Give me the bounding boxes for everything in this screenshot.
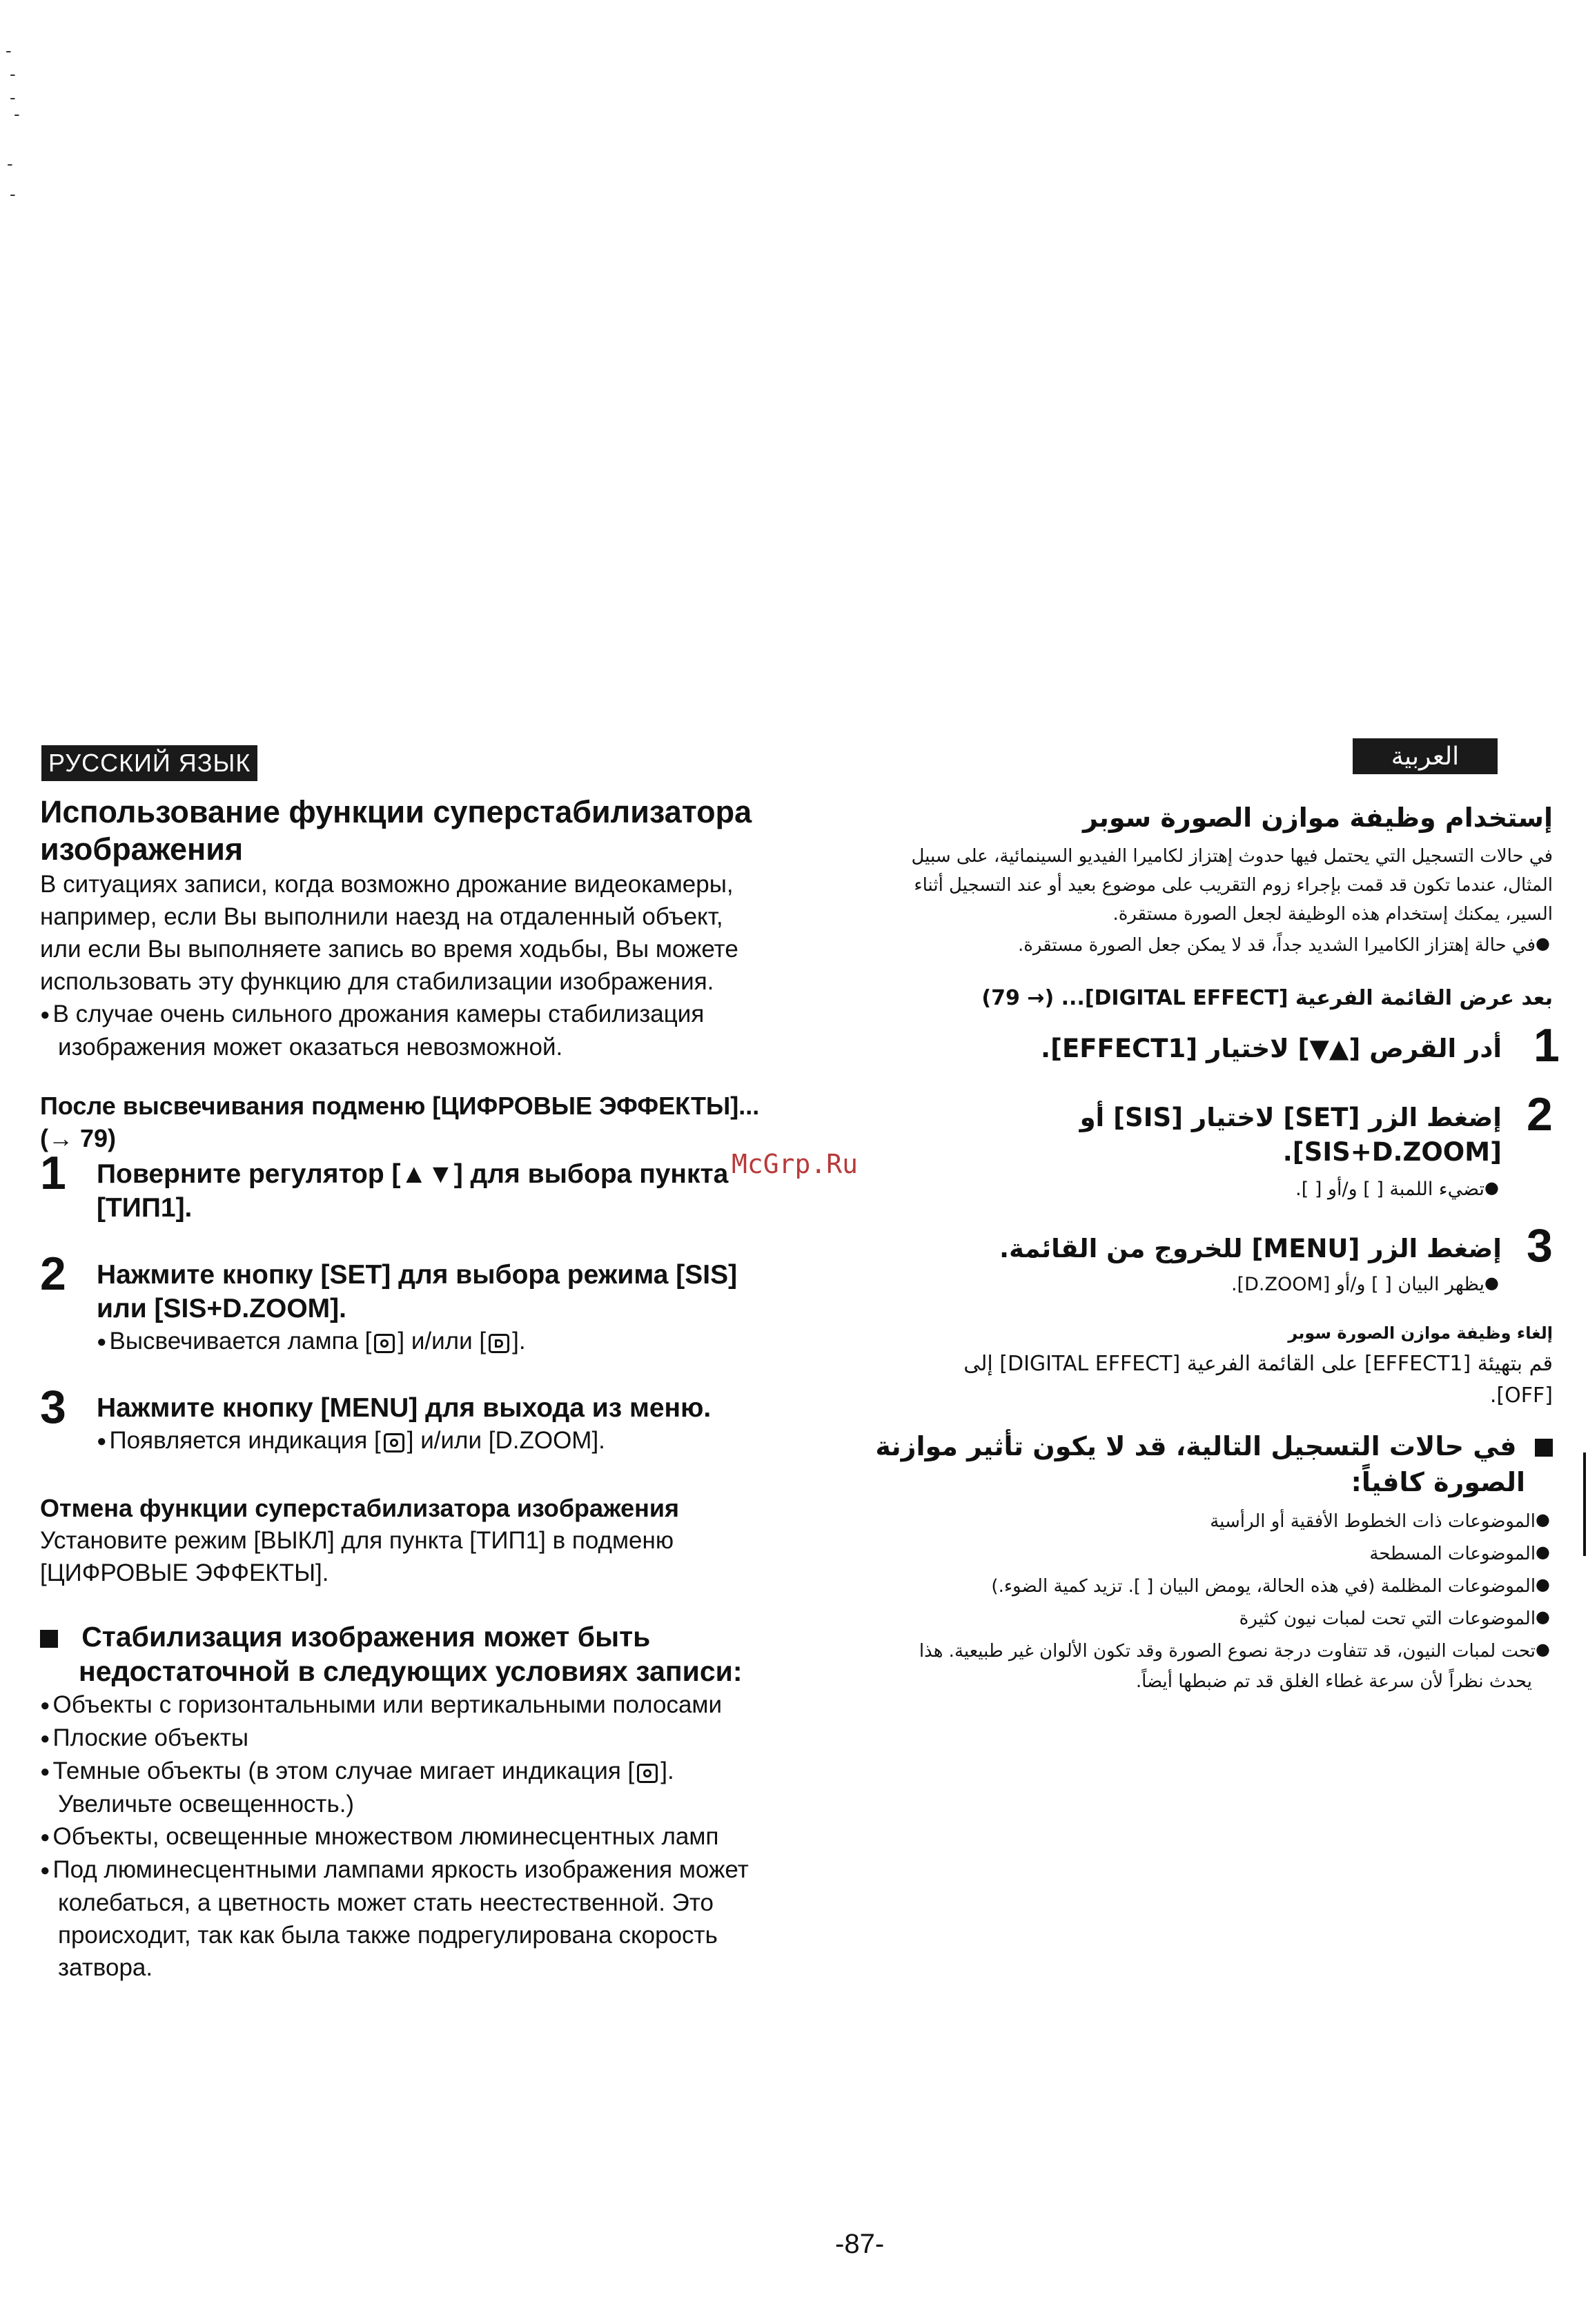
arabic-step-text-line-2: [SIS+D.ZOOM]. xyxy=(1282,1137,1502,1167)
condition-item: ● Объекты с горизонтальными или вертикальными полосами xyxy=(40,1688,868,1722)
condition-item-line-2: Увеличьте освещенность.) xyxy=(58,1791,355,1818)
step-text: Нажмите кнопку [MENU] для выхода из меню. xyxy=(97,1393,712,1423)
condition-item: ● Под люминесцентными лампами яркость изображения может xyxy=(40,1853,868,1887)
intro-line: например, если Вы выполнили наезд на отдаленный объект, xyxy=(40,903,723,930)
arabic-submenu-heading: بعد عرض القائمة الفرعية [DIGITAL EFFECT]... (→ 79) xyxy=(981,986,1553,1010)
arabic-step-2-note: ● تضيء اللمبة [ ] و/أو [ ]. xyxy=(881,1173,1502,1204)
step-3 xyxy=(40,1381,868,1457)
bullet-icon xyxy=(40,1856,53,1883)
step-text-line-2: или [SIS+D.ZOOM]. xyxy=(97,1294,346,1323)
conditions-heading: Стабилизация изображения может быть xyxy=(40,1619,868,1654)
arabic-condition-item-line-2: يحدث نظراً لأن سرعة غطاء الغلق قد تم ضبطها أيضاً. xyxy=(1135,1671,1532,1692)
arabic-cancel-text xyxy=(863,1348,1553,1412)
cancel-text-line-2: [ЦИФРОВЫЕ ЭФФЕКТЫ]. xyxy=(40,1559,329,1586)
margin-mark: - xyxy=(10,184,16,204)
bullet-icon xyxy=(1484,1179,1502,1200)
stabilizer-icon xyxy=(384,1433,404,1452)
cancel-text: Установите режим [ВЫКЛ] для пункта [ТИП1] в подменю xyxy=(40,1527,674,1554)
step-text: Поверните регулятор [▲▼] для выбора пункта xyxy=(97,1159,729,1189)
step-note: ● Появляется индикация [ ] и/или [D.ZOOM]. xyxy=(97,1425,868,1457)
margin-mark: - xyxy=(10,87,16,108)
arabic-conditions-heading-line-2: الصورة كافياً: xyxy=(1351,1467,1525,1497)
condition-item-line-2: колебаться, а цветность может стать неестественной. Это xyxy=(58,1889,714,1916)
bullet-icon xyxy=(40,1823,53,1850)
arabic-step-2 xyxy=(881,1101,1502,1170)
bullet-icon xyxy=(40,1001,53,1027)
margin-mark: - xyxy=(7,153,13,174)
margin-mark: - xyxy=(6,40,12,61)
arabic-step-number: 3 xyxy=(1527,1219,1553,1272)
bullet-icon xyxy=(1536,1511,1553,1532)
bullet-icon xyxy=(1536,1608,1553,1629)
arabic-step-3: إضغط الزر [MENU] للخروج من القائمة. xyxy=(999,1234,1502,1263)
margin-mark: - xyxy=(14,104,20,124)
conditions-heading-line-2: недостаточной в следующих условиях записи: xyxy=(79,1655,743,1687)
page-number: -87- xyxy=(835,2229,885,2259)
arabic-condition-item: ● الموضوعات التي تحت لمبات نيون كثيرة xyxy=(863,1602,1553,1634)
bullet-icon xyxy=(1536,1544,1553,1564)
arabic-cancel-line: قم بتهيئة [EFFECT1] على القائمة الفرعية [DIGITAL EFFECT] إلى xyxy=(963,1352,1553,1376)
arabic-conditions-heading xyxy=(863,1428,1553,1500)
step-number: 3 xyxy=(40,1381,66,1433)
arabic-step-number: 2 xyxy=(1527,1088,1553,1141)
intro-line: В ситуациях записи, когда возможно дрожание видеокамеры, xyxy=(40,871,734,898)
arabic-step-text: إضغط الزر [SET] لاختيار [SIS] أو xyxy=(1079,1103,1502,1132)
condition-item: ● Объекты, освещенные множеством люминесцентных ламп xyxy=(40,1820,868,1853)
arabic-cancel-line-2: [OFF]. xyxy=(1489,1383,1553,1408)
condition-item-line-4: затвора. xyxy=(58,1954,153,1981)
bullet-icon xyxy=(40,1691,53,1718)
arabic-intro xyxy=(863,842,1553,960)
condition-item-line-3: происходит, так как была также подрегулирована скорость xyxy=(58,1922,718,1949)
bullet-icon xyxy=(1536,1576,1553,1597)
step-number: 2 xyxy=(40,1248,66,1300)
bullet-icon xyxy=(40,1724,53,1751)
square-bullet-icon xyxy=(1535,1439,1553,1457)
stabilizer-icon xyxy=(637,1764,658,1783)
intro-line: использовать эту функцию для стабилизации изображения. xyxy=(40,968,714,995)
intro-line: или если Вы выполняете запись во время ходьбы, Вы можете xyxy=(40,936,738,963)
arabic-condition-item: ● تحت لمبات النيون، قد تتفاوت درجة نصوع الصورة وقد تكون الألوان غير طبيعية. هذا xyxy=(863,1634,1553,1666)
stabilizer-icon xyxy=(374,1334,395,1353)
arabic-intro-line: المثال، عندما تكون قد قمت بإجراء زوم التقريب على موضوع بعيد أو عند التسجيل أثناء xyxy=(914,875,1553,896)
bullet-icon xyxy=(1484,1274,1502,1295)
page-title-line-2: изображения xyxy=(40,831,244,867)
bullet-icon xyxy=(1536,1641,1553,1662)
arabic-condition-item: ● الموضوعات ذات الخطوط الأفقية أو الرأسية xyxy=(863,1504,1553,1537)
submenu-heading: После высвечивания подменю [ЦИФРОВЫЕ ЭФФЕКТЫ]... xyxy=(40,1092,760,1120)
arabic-conditions-list xyxy=(863,1504,1553,1697)
warning-note: ● В случае очень сильного дрожания камеры стабилизация xyxy=(40,998,868,1031)
submenu-page-ref: (→ 79) xyxy=(40,1124,117,1152)
arabic-language-label: العربية xyxy=(1353,738,1498,774)
digital-zoom-icon xyxy=(489,1334,509,1353)
condition-item: ● Плоские объекты xyxy=(40,1722,868,1755)
arabic-cancel-heading: إلغاء وظيفة موازن الصورة سوبر xyxy=(1288,1323,1553,1343)
step-note: ● Высвечивается лампа [ ] и/или [ ]. xyxy=(97,1326,868,1358)
page-title: Использование функции суперстабилизатора xyxy=(40,794,752,829)
bullet-icon xyxy=(1536,935,1553,956)
warning-note-line-2: изображения может оказаться невозможной. xyxy=(58,1034,563,1061)
arabic-condition-item: ● الموضوعات المظلمة (في هذه الحالة، يومض البيان [ ]. تزيد كمية الضوء.) xyxy=(863,1569,1553,1602)
arabic-step-3-note: ● يظهر البيان [ ] و/أو [D.ZOOM]. xyxy=(881,1268,1502,1299)
cancel-heading: Отмена функции суперстабилизатора изображения xyxy=(40,1494,680,1522)
arabic-intro-line: ● في حالة إهتزاز الكاميرا الشديد جداً، قد لا يمكن جعل الصورة مستقرة. xyxy=(863,929,1553,960)
arabic-step-1: أدر القرص [▲▼] لاختيار [EFFECT1]. xyxy=(1041,1034,1502,1063)
russian-language-label: РУССКИЙ ЯЗЫК xyxy=(41,745,257,781)
step-text: Нажмите кнопку [SET] для выбора режима [SIS] xyxy=(97,1260,738,1290)
bullet-icon xyxy=(97,1427,110,1454)
bullet-icon xyxy=(40,1757,53,1784)
russian-column xyxy=(40,794,868,1984)
square-bullet-icon xyxy=(40,1630,58,1648)
bullet-icon xyxy=(97,1328,110,1355)
step-2 xyxy=(40,1248,868,1358)
arabic-condition-item: ● الموضوعات المسطحة xyxy=(863,1537,1553,1569)
margin-mark: - xyxy=(10,63,16,84)
arabic-intro-line: في حالات التسجيل التي يحتمل فيها حدوث إهتزاز لكاميرا الفيديو السينمائية، على سبيل xyxy=(911,846,1553,867)
arabic-title: إستخدام وظيفة موازن الصورة سوبر xyxy=(1082,802,1553,833)
step-number: 1 xyxy=(40,1147,66,1199)
arabic-step-number: 1 xyxy=(1533,1019,1560,1072)
arabic-conditions-heading-line: في حالات التسجيل التالية، قد لا يكون تأثير موازنة xyxy=(863,1428,1553,1464)
condition-item: ● Темные объекты (в этом случае мигает индикация [ ]. xyxy=(40,1755,868,1788)
margin-rule xyxy=(1583,1452,1586,1556)
watermark: McGrp.Ru xyxy=(732,1149,859,1179)
step-text-line-2: [ТИП1]. xyxy=(97,1193,193,1223)
arabic-intro-line: السير، يمكنك إستخدام هذه الوظيفة لجعل الصورة مستقرة. xyxy=(1112,904,1553,925)
